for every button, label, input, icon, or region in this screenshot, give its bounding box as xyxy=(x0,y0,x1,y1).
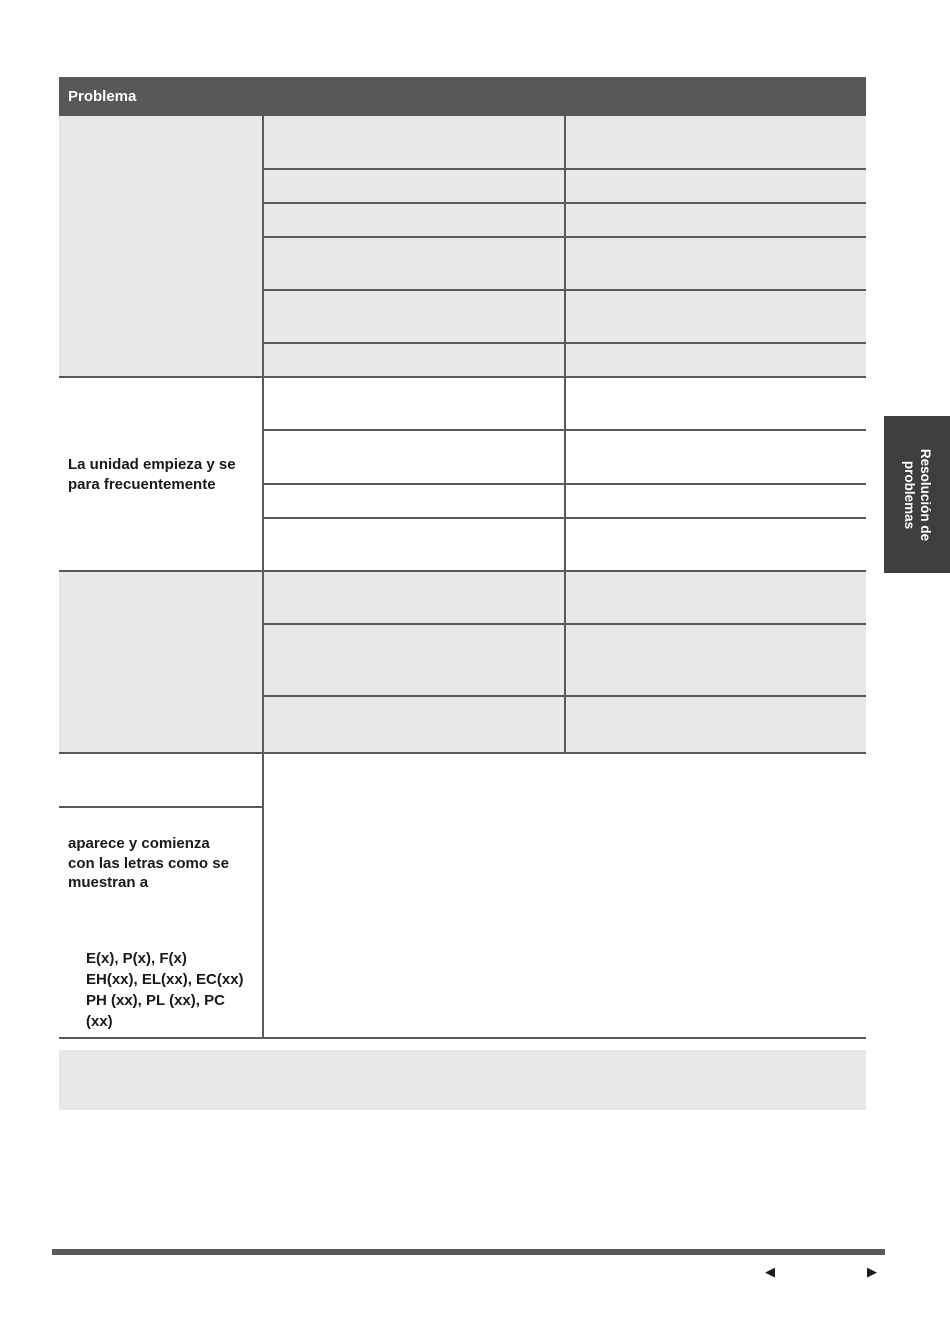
side-tab-label-line1: Resolución de xyxy=(918,448,933,541)
solution-cell xyxy=(565,624,866,696)
row-divider xyxy=(263,168,866,170)
solution-cell xyxy=(565,169,866,203)
column-divider xyxy=(564,116,566,753)
cause-cell xyxy=(263,290,565,343)
row-divider xyxy=(263,517,866,519)
solution-cell xyxy=(565,696,866,753)
error-code-line: E(x), P(x), F(x) xyxy=(86,950,187,967)
row-divider xyxy=(263,429,866,431)
triangle-left-icon[interactable]: ◀ xyxy=(765,1264,775,1279)
row-divider xyxy=(263,202,866,204)
group-divider xyxy=(59,570,866,572)
row-divider xyxy=(263,623,866,625)
solution-cell xyxy=(565,203,866,237)
triangle-right-icon[interactable]: ▶ xyxy=(867,1264,877,1279)
cause-cell xyxy=(263,203,565,237)
cause-cell xyxy=(263,237,565,290)
row-divider xyxy=(59,806,263,808)
cause-cell xyxy=(263,343,565,377)
problem-cell-block-1 xyxy=(59,116,263,377)
solution-cell xyxy=(565,237,866,290)
row-divider xyxy=(263,342,866,344)
solution-cell xyxy=(565,116,866,169)
footer-rule xyxy=(52,1249,885,1255)
problem-text-error-code: aparece y comienza con las letras como se muestran a xyxy=(68,835,229,891)
table-bottom-rule xyxy=(59,1037,866,1039)
side-tab-label-line2: problemas xyxy=(902,460,917,529)
cause-cell xyxy=(263,169,565,203)
column-divider xyxy=(262,116,264,1038)
cause-cell xyxy=(263,571,565,624)
cause-cell xyxy=(263,696,565,753)
error-code-line: (xx) xyxy=(86,1013,113,1030)
solution-cell xyxy=(565,571,866,624)
side-tab-label xyxy=(901,448,933,540)
note-box xyxy=(59,1050,866,1110)
error-code-line: EH(xx), EL(xx), EC(xx) xyxy=(86,971,244,988)
error-code-list xyxy=(86,948,258,1032)
solution-cell xyxy=(565,290,866,343)
row-divider xyxy=(263,236,866,238)
cause-cell xyxy=(263,116,565,169)
table-header-bar xyxy=(59,77,866,116)
problem-cell-block-3 xyxy=(59,571,263,753)
group-divider xyxy=(59,376,866,378)
table-header-problema: Problema xyxy=(68,88,137,105)
row-divider xyxy=(263,695,866,697)
problem-text-start-stop: La unidad empieza y se para frecuentemente xyxy=(68,456,236,493)
error-code-line: PH (xx), PL (xx), PC xyxy=(86,992,225,1009)
row-divider xyxy=(263,483,866,485)
section-side-tab[interactable] xyxy=(884,416,950,573)
group-divider xyxy=(59,752,866,754)
row-divider xyxy=(263,289,866,291)
cause-cell xyxy=(263,624,565,696)
solution-cell xyxy=(565,343,866,377)
